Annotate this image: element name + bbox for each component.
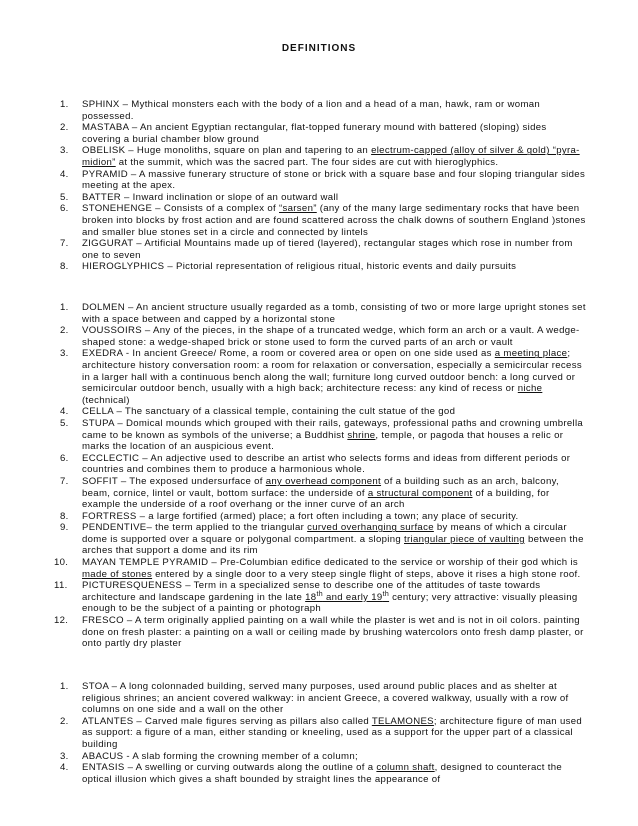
item-number: 7.: [60, 475, 69, 487]
item-number: 3.: [60, 145, 69, 157]
item-number: 1.: [60, 99, 69, 110]
item-text: ; architecture history conversation room: a room for relaxation or conversation, especially a semicircular recess in a larger hall with a continuous bench along the wall; furniture long curved outdoor bench: a long curved or semicircular outdoor bench, usually with a high back; architecture recess: any kind of recess or: [82, 348, 582, 395]
underlined-term: shrine: [347, 429, 376, 441]
item-number: 5.: [60, 191, 69, 203]
definitions-list-1: [0, 99, 638, 273]
item-number: 1.: [60, 681, 69, 692]
ordinal-suffix: th: [382, 590, 390, 598]
item-text: , designed to counteract the optical illusion which gives a shaft bounded by straight lines the appearance of: [82, 762, 563, 785]
item-text: FRESCO – A term originally applied painting on a wall while the plaster is wet and is not in oil colors. painting done on fresh plaster: a painting on a wall or ceiling made by brushing watercolors onto fresh damp plaster, or onto partly dry plaster: [82, 615, 584, 650]
item-text: at the summit, which was the sacred part. The four sides are cut with hieroglyphics.: [115, 156, 499, 168]
underlined-term: triangular piece of vaulting: [404, 533, 525, 545]
item-text: ZIGGURAT – Artificial Mountains made up of tiered (layered), rectangular stages which rose in number from one to seven: [82, 238, 573, 261]
list-item: [0, 751, 638, 763]
list-item: [0, 681, 638, 716]
century-number: 18: [305, 591, 317, 603]
item-number: 7.: [60, 238, 69, 250]
item-text: PYRAMID – A massive funerary structure of stone or brick with a square base and four sloping triangular sides meeting at the apex.: [82, 168, 586, 192]
item-number: 4.: [60, 762, 69, 774]
list-item: [0, 580, 638, 615]
underlined-term: a structural component: [367, 487, 473, 499]
list-item: [0, 615, 638, 650]
item-number: 10.: [54, 557, 69, 569]
item-number: 8.: [60, 510, 69, 522]
item-number: 4.: [60, 168, 69, 180]
item-text: PENDENTIVE– the term applied to the triangular: [82, 522, 308, 534]
underlined-term: a meeting place: [494, 348, 568, 360]
list-item: [0, 238, 638, 261]
item-text: MAYAN TEMPLE PYRAMID – Pre-Columbian edifice dedicated to the service or worship of their god which is: [82, 557, 579, 569]
item-text: between the arches that support a dome and its rim: [82, 533, 584, 557]
item-number: 1.: [60, 302, 69, 313]
item-number: 12.: [54, 615, 69, 627]
underlined-term: any overhead component: [265, 475, 382, 487]
underlined-term: niche: [517, 383, 543, 395]
item-text: of a building, for example the underside of a roof overhang or the inner curve of an arch: [82, 487, 550, 511]
item-number: 2.: [60, 715, 69, 727]
item-text: by means of which a circular dome is supported over a square or polygonal compartment. a sloping: [82, 522, 567, 545]
item-number: 2.: [60, 122, 69, 134]
item-number: 9.: [60, 522, 69, 534]
underlined-term: TELAMONES: [371, 715, 434, 727]
list-item: [0, 302, 638, 325]
definitions-list-3: [0, 681, 638, 785]
item-text: , temple, or pagoda that houses a relic or marks the location of an auspicious event.: [82, 429, 564, 453]
item-text: STONEHENGE – Consists of a complex of: [82, 203, 279, 215]
list-item: [0, 99, 638, 122]
list-item: [0, 418, 638, 453]
definitions-list-2: [0, 302, 638, 650]
item-number: 11.: [54, 580, 68, 592]
item-text: BATTER – Inward inclination or slope of an outward wall: [82, 191, 339, 203]
item-text: OBELISK – Huge monoliths, square on plan and tapering to an: [82, 145, 372, 157]
underlined-term: made of stones: [82, 568, 153, 580]
item-text: VOUSSOIRS – Any of the pieces, in the shape of a truncated wedge, which form an arch or a vault. A wedge-shaped stone: a wedge-shaped brick or stone used to form the curved parts of an arch or vault: [82, 325, 580, 348]
item-text: ; architecture figure of man used as support: a figure of a man, either standing or kneeling, used as a support for the upper part of a classical building: [82, 715, 583, 750]
list-item: [0, 406, 638, 418]
list-item: [0, 557, 638, 580]
item-number: 8.: [60, 261, 69, 273]
item-text: (technical): [82, 394, 130, 406]
item-text: FORTRESS – a large fortified (armed) place; a fort often including a town; any place of security.: [82, 510, 519, 522]
list-item: [0, 348, 638, 406]
item-text: DOLMEN – An ancient structure usually regarded as a tomb, consisting of two or more large upright stones set with a space between and capped by a horizontal stone: [82, 302, 586, 325]
list-item: [0, 476, 638, 511]
underlined-term: [305, 592, 389, 603]
list-item: [0, 716, 638, 751]
item-text: ECCLECTIC – An adjective used to describe an artist who selects forms and ideas from different periods or countries and combines them to produce a harmonious whole.: [82, 452, 571, 476]
underlined-term: “sarsen”: [279, 203, 317, 215]
item-text: CELLA – The sanctuary of a classical temple, containing the cult statue of the god: [82, 406, 456, 418]
underlined-term: electrum-capped (alloy of silver & gold) “pyra-midion”: [82, 145, 580, 168]
underlined-term: curved overhanging surface: [307, 522, 434, 534]
page-title: DEFINITIONS: [281, 43, 357, 54]
item-number: 6.: [60, 203, 69, 215]
item-text: ABACUS - A slab forming the crowning member of a column;: [82, 750, 358, 762]
item-text: STUPA – Domical mounds which grouped with their rails, gateways, professional paths and crowning umbrella came to be known as symbols of the universe; a Buddhist: [82, 417, 584, 441]
list-item: [0, 511, 638, 523]
item-number: 4.: [60, 406, 69, 418]
item-text: of a building such as an arch, balcony, beam, cornice, lintel or vault, bottom surface: the underside of: [82, 475, 559, 499]
list-item: [0, 145, 638, 168]
item-text: HIEROGLYPHICS – Pictorial representation of religious ritual, historic events and daily pursuits: [82, 261, 517, 273]
item-text: SOFFIT – The exposed undersurface of: [82, 475, 266, 487]
list-item: [0, 325, 638, 348]
list-item: [0, 203, 638, 238]
century-number: and early 19: [322, 591, 383, 603]
ordinal-suffix: th: [316, 590, 323, 598]
item-text: PICTURESQUENESS – Term in a specialized sense to describe one of the attitudes of taste towards architecture and landscape gardening in the late: [82, 580, 541, 603]
list-item: [0, 261, 638, 273]
item-text: EXEDRA - In ancient Greece/ Rome, a room or covered area or open on one side used as: [82, 348, 495, 360]
item-text: entered by a single door to a very steep single flight of steps, above it rises a high stone roof.: [152, 568, 581, 580]
item-text: (any of the many large sedimentary rocks that have been broken into blocks by frost action and are found scattered across the chalk downs of southern England )stones and smaller blue stones set in a circle and connected by lintels: [82, 203, 586, 238]
item-number: 3.: [60, 348, 69, 360]
underlined-term: column shaft: [376, 762, 435, 774]
item-text: century; very attractive: visually pleasing enough to be the subject of a painting or photograph: [82, 591, 578, 615]
item-number: 2.: [60, 325, 69, 337]
item-text: ATLANTES – Carved male figures serving as pillars also called: [82, 715, 372, 727]
list-item: [0, 122, 638, 145]
item-number: 5.: [60, 417, 69, 429]
list-item: [0, 192, 638, 204]
item-text: ENTASIS – A swelling or curving outwards along the outline of a: [82, 762, 377, 774]
list-item: [0, 169, 638, 192]
item-number: 6.: [60, 452, 69, 464]
item-text: STOA – A long colonnaded building, served many purposes, used around public places and as shelter at religious shrines; an ancient covered walkway: in ancient Greece, a covered walkway, usually with a row of columns on one side and a wall on the other: [82, 681, 569, 716]
item-text: MASTABA – An ancient Egyptian rectangular, flat-topped funerary mound with battered (sloping) sides covering a burial chamber blow ground: [82, 122, 547, 145]
item-text: SPHINX – Mythical monsters each with the body of a lion and a head of a man, hawk, ram or woman possessed.: [82, 99, 541, 122]
item-number: 3.: [60, 750, 69, 762]
list-item: [0, 522, 638, 557]
list-item: [0, 453, 638, 476]
list-item: [0, 762, 638, 785]
